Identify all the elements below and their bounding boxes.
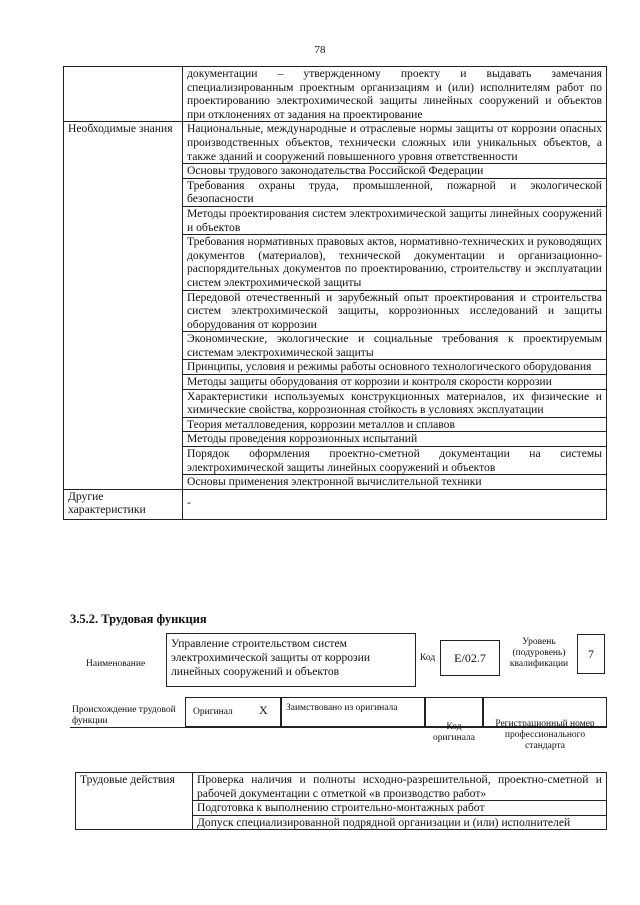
table-row	[76, 773, 607, 801]
empty-label-cell	[64, 67, 183, 122]
knowledge-item: Основы трудового законодательства Российской Федерации	[183, 164, 607, 179]
knowledge-item: Характеристики используемых конструкционных материалов, их физические и химические свойства, коррозионная стойкость в условиях эксплуатации	[183, 389, 607, 417]
page-number: 78	[314, 44, 326, 56]
actions-table	[75, 772, 607, 830]
knowledge-item: Основы применения электронной вычислительной техники	[183, 475, 607, 490]
knowledge-item: Методы проектирования систем электрохимической защиты линейных сооружений и объектов	[183, 206, 607, 234]
table-row	[64, 489, 607, 519]
code-original-label: Код оригинала	[433, 722, 475, 743]
action-item: Проверка наличия и полноты исходно-разрешительной, проектно-сметной и рабочей документации с отметкой «в производство работ»	[193, 773, 607, 801]
code-value: E/02.7	[440, 640, 500, 676]
reg-number-label: Регистрационный номер профессионального стандарта	[495, 719, 595, 751]
section-heading: 3.5.2. Трудовая функция	[70, 612, 207, 626]
knowledge-item: Принципы, условия и режимы работы основного технологического оборудования	[183, 360, 607, 375]
action-item: Подготовка к выполнению строительно-монтажных работ	[193, 801, 607, 816]
original-label: Оригинал	[193, 707, 233, 717]
knowledge-table	[63, 66, 607, 520]
original-box	[185, 697, 281, 727]
knowledge-item: Требования нормативных правовых актов, нормативно-технических и руководящих документов (материалов), технической документации и организационно-распорядительных документов по проектированию, строительству и эксплуатации систем электрохимической защиты	[183, 235, 607, 290]
origin-label: Происхождение трудовой функции	[72, 705, 176, 726]
knowledge-item: Требования охраны труда, промышленной, пожарной и экологической безопасности	[183, 178, 607, 206]
knowledge-item: Экономические, экологические и социальные требования к проектируемым системам электрохимической защиты	[183, 332, 607, 360]
function-name: Управление строительством систем электрохимической защиты от коррозии линейных сооружений и объектов	[166, 633, 416, 687]
other-label: Другие характеристики	[64, 489, 183, 519]
action-item: Допуск специализированной подрядной организации и (или) исполнителей	[193, 815, 607, 830]
name-label: Наименование	[86, 659, 146, 669]
continuation-cell: документации – утвержденному проекту и выдавать замечания специализированным проектным организациям и (или) исполнителям работ по проектированию электрохимической защиты линейных сооружений и объектов при отклонениях от задания на проектирование	[183, 67, 607, 122]
knowledge-item: Методы защиты оборудования от коррозии и контроля скорости коррозии	[183, 375, 607, 390]
knowledge-label: Необходимые знания	[64, 122, 183, 489]
level-value: 7	[577, 634, 605, 674]
level-label: Уровень (подуровень) квалификации	[509, 637, 569, 669]
table-row	[64, 122, 607, 164]
code-label: Код	[420, 653, 436, 663]
actions-label: Трудовые действия	[76, 773, 193, 830]
knowledge-item: Национальные, международные и отраслевые нормы защиты от коррозии опасных производственных объектов, технически сложных или уникальных объектов, а также зданий и сооружений повышенного уровня ответственности	[183, 122, 607, 164]
borrowed-label: Заимствовано из оригинала	[286, 703, 398, 713]
knowledge-item: Теория металловедения, коррозии металлов и сплавов	[183, 417, 607, 432]
knowledge-item: Методы проведения коррозионных испытаний	[183, 432, 607, 447]
other-value: -	[183, 489, 607, 519]
table-row	[64, 67, 607, 122]
borrowed-box	[281, 697, 425, 727]
original-mark: X	[259, 703, 268, 717]
knowledge-item: Порядок оформления проектно-сметной документации на системы электрохимической защиты линейных сооружений и объектов	[183, 447, 607, 475]
knowledge-item: Передовой отечественный и зарубежный опыт проектирования и строительства систем электрохимической защиты, коррозионных исследований и защиты оборудования от коррозии	[183, 290, 607, 332]
